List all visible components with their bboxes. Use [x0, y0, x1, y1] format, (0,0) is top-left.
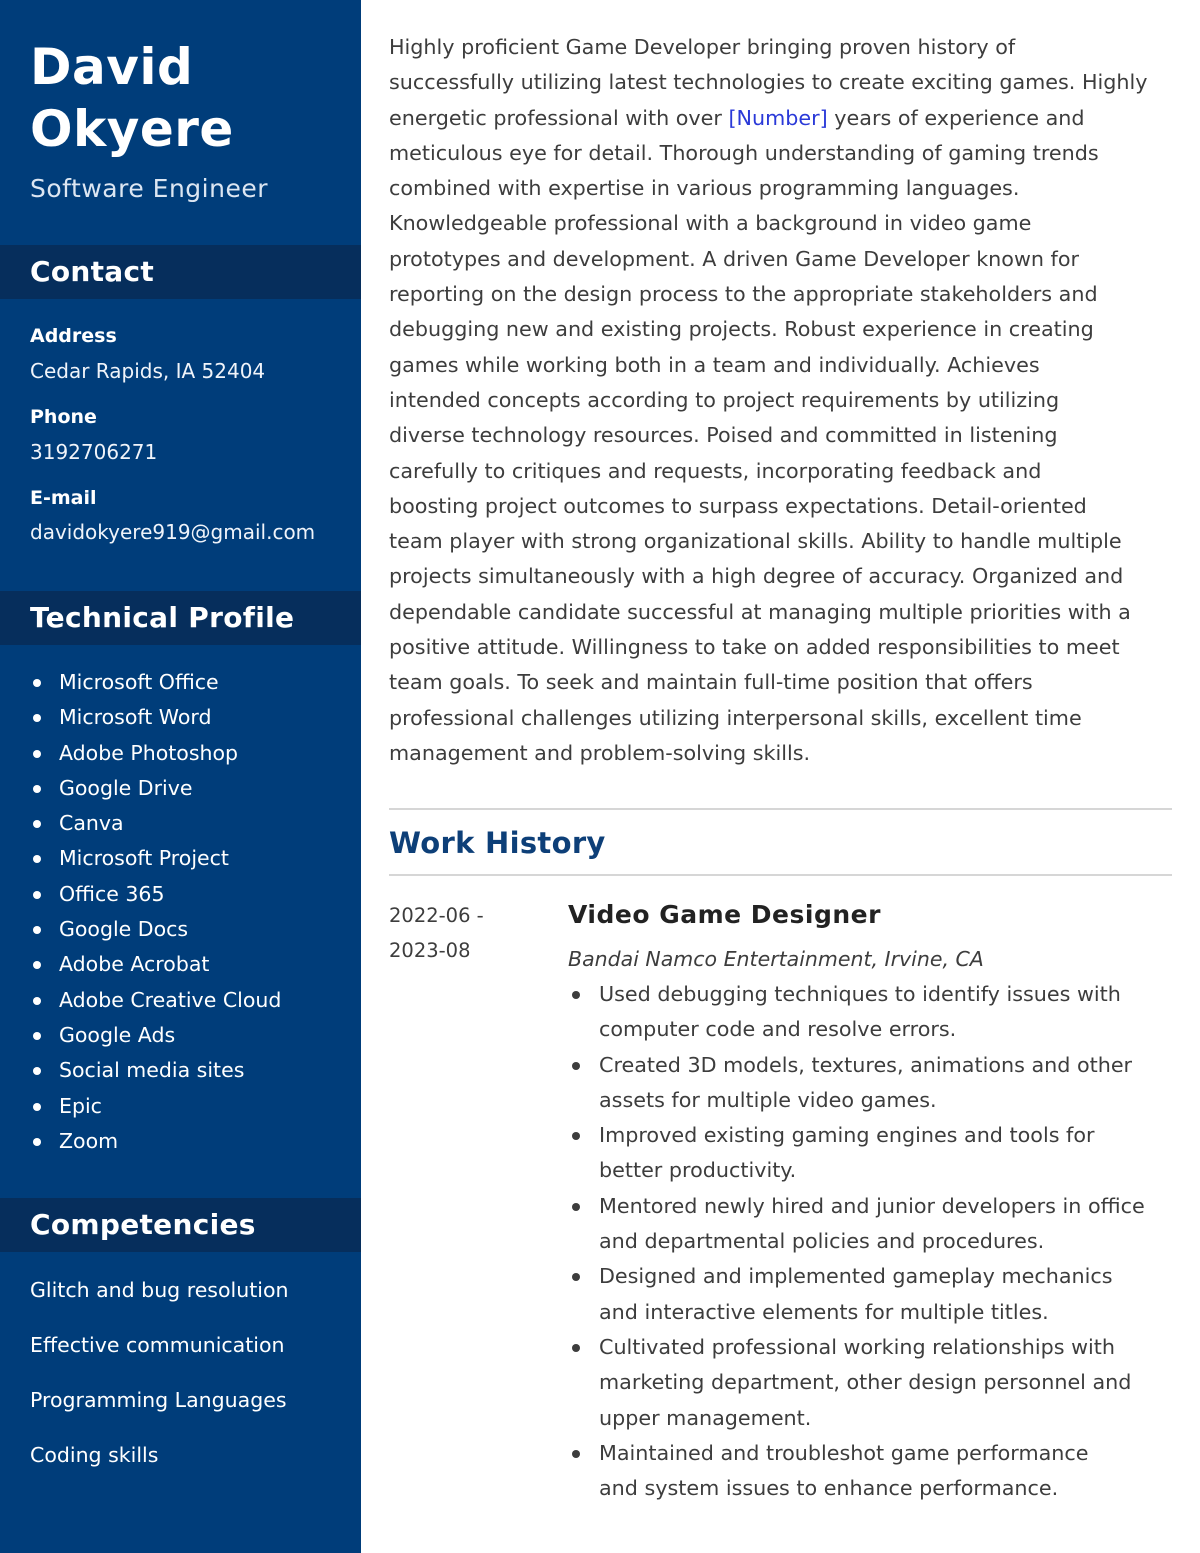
summary-line: Highly proficient Game Developer bringing proven history of	[389, 35, 1016, 59]
summary-line: carefully to critiques and requests, incorporating feedback and	[389, 458, 1042, 483]
bullet-icon	[33, 961, 41, 969]
technical-skill-label: Google Docs	[59, 917, 189, 942]
technical-skill-item	[30, 665, 281, 700]
technical-skill-item	[30, 736, 281, 771]
technical-skill-item	[30, 1053, 281, 1088]
job-responsibility-item	[568, 1048, 1145, 1119]
technical-skill-label: Google Drive	[59, 775, 193, 800]
bullet-icon	[33, 926, 41, 934]
technical-profile-heading-bar	[0, 591, 361, 645]
summary-line: diverse technology resources. Poised and committed in listening	[389, 423, 1058, 448]
technical-skill-item	[30, 1124, 281, 1159]
summary-line: professional challenges utilizing interpersonal skills, excellent time	[389, 705, 1082, 730]
bullet-icon	[572, 1132, 580, 1140]
phone-label: Phone	[30, 406, 97, 428]
technical-skills-list	[30, 665, 281, 1159]
bullet-icon	[572, 1062, 580, 1070]
job-title: Video Game Designer	[568, 900, 881, 929]
bullet-icon	[33, 785, 41, 793]
summary-line-part: years of experience and	[827, 105, 1085, 130]
job-responsibility-item	[568, 1118, 1145, 1189]
summary-line: meticulous eye for detail. Thorough understanding of gaming trends	[389, 140, 1099, 165]
email-value[interactable]: davidokyere919@gmail.com	[30, 520, 316, 544]
job-responsibility-line: and system issues to enhance performance.	[599, 1476, 1059, 1501]
job-responsibilities-list	[568, 977, 1145, 1506]
professional-summary	[389, 30, 1174, 771]
job-responsibility-line: Created 3D models, textures, animations and other	[599, 1052, 1133, 1077]
technical-skill-label: Adobe Creative Cloud	[59, 987, 282, 1012]
job-responsibility-item	[568, 1259, 1145, 1330]
email-label: E-mail	[30, 487, 97, 509]
bullet-icon	[33, 997, 41, 1005]
summary-line: team goals. To seek and maintain full-time position that offers	[389, 670, 1033, 695]
job-responsibility-line: Mentored newly hired and junior developers in office	[599, 1193, 1145, 1218]
bullet-icon	[572, 1203, 580, 1211]
job-responsibility-line: Designed and implemented gameplay mechanics	[599, 1264, 1113, 1289]
sidebar	[0, 0, 361, 1553]
summary-line: intended concepts according to project requirements by utilizing	[389, 387, 1060, 412]
summary-line: Knowledgeable professional with a background in video game	[389, 211, 1032, 236]
technical-skill-label: Epic	[59, 1093, 102, 1118]
technical-skill-label: Adobe Photoshop	[59, 740, 239, 765]
bullet-icon	[33, 714, 41, 722]
technical-skill-item	[30, 947, 281, 982]
section-divider	[389, 808, 1172, 810]
technical-skill-label: Microsoft Project	[59, 846, 229, 871]
job-dates	[389, 898, 484, 969]
bullet-icon	[33, 1067, 41, 1075]
job-responsibility-line: Used debugging techniques to identify issues with	[599, 982, 1121, 1006]
job-responsibility-line: Improved existing gaming engines and tools for	[599, 1123, 1095, 1148]
summary-line: management and problem-solving skills.	[389, 740, 811, 765]
summary-line	[389, 101, 1174, 136]
job-responsibility-line: better productivity.	[599, 1158, 797, 1183]
summary-line: positive attitude. Willingness to take on added responsibilities to meet	[389, 635, 1120, 660]
job-responsibility-line: computer code and resolve errors.	[599, 1017, 957, 1042]
name-first: David	[30, 38, 194, 96]
summary-line-part: energetic professional with over	[389, 105, 729, 130]
technical-skill-label: Microsoft Word	[59, 705, 212, 730]
summary-line: reporting on the design process to the appropriate stakeholders and	[389, 282, 1098, 307]
job-responsibility-item	[568, 1436, 1145, 1507]
bullet-icon	[572, 1344, 580, 1352]
competencies-heading: Competencies	[30, 1208, 256, 1241]
job-responsibility-line: and interactive elements for multiple titles.	[599, 1299, 1049, 1324]
technical-skill-label: Zoom	[59, 1128, 119, 1153]
contact-heading: Contact	[30, 255, 155, 288]
bullet-icon	[33, 1138, 41, 1146]
bullet-icon	[33, 1032, 41, 1040]
bullet-icon	[572, 991, 580, 999]
technical-skill-item	[30, 700, 281, 735]
job-date-end: 2023-08	[389, 939, 471, 963]
competencies-heading-bar	[0, 1198, 361, 1252]
technical-skill-label: Google Ads	[59, 1022, 176, 1047]
summary-line: combined with expertise in various programming languages.	[389, 176, 1020, 201]
bullet-icon	[33, 1103, 41, 1111]
competency-item: Programming Languages	[30, 1388, 287, 1412]
technical-skill-item	[30, 1089, 281, 1124]
technical-skill-label: Microsoft Office	[59, 670, 219, 694]
technical-skill-item	[30, 841, 281, 876]
summary-line: dependable candidate successful at managing multiple priorities with a	[389, 599, 1131, 624]
technical-skill-label: Office 365	[59, 881, 165, 906]
technical-skill-label: Social media sites	[59, 1058, 245, 1083]
job-responsibility-item	[568, 1189, 1145, 1260]
summary-line: successfully utilizing latest technologies to create exciting games. Highly	[389, 70, 1148, 95]
bullet-icon	[33, 679, 41, 687]
phone-value: 3192706271	[30, 440, 158, 464]
job-company: Bandai Namco Entertainment, Irvine, CA	[568, 947, 984, 971]
address-value: Cedar Rapids, IA 52404	[30, 359, 266, 383]
technical-skill-item	[30, 983, 281, 1018]
job-responsibility-line: assets for multiple video games.	[599, 1087, 937, 1112]
summary-line: team player with strong organizational skills. Ability to handle multiple	[389, 529, 1122, 554]
job-responsibility-line: Cultivated professional working relationships with	[599, 1334, 1116, 1359]
job-responsibility-line: Maintained and troubleshot game performance	[599, 1440, 1089, 1465]
job-responsibility-line: and departmental policies and procedures.	[599, 1229, 1045, 1254]
competency-item: Effective communication	[30, 1333, 285, 1357]
technical-skill-item	[30, 877, 281, 912]
technical-skill-item	[30, 912, 281, 947]
job-responsibility-item	[568, 1330, 1145, 1436]
job-responsibility-line: upper management.	[599, 1405, 812, 1430]
competency-item: Coding skills	[30, 1443, 159, 1467]
technical-skill-item	[30, 806, 281, 841]
summary-line: prototypes and development. A driven Game Developer known for	[389, 246, 1080, 271]
technical-profile-heading: Technical Profile	[30, 601, 295, 634]
name-last: Okyere	[30, 100, 234, 158]
candidate-title: Software Engineer	[30, 174, 268, 203]
technical-skill-item	[30, 1018, 281, 1053]
summary-line: boosting project outcomes to surpass expectations. Detail-oriented	[389, 493, 1087, 518]
summary-line: projects simultaneously with a high degree of accuracy. Organized and	[389, 564, 1124, 589]
bullet-icon	[572, 1450, 580, 1458]
competency-item: Glitch and bug resolution	[30, 1278, 289, 1302]
bullet-icon	[33, 855, 41, 863]
work-history-heading: Work History	[389, 826, 606, 860]
technical-skill-label: Canva	[59, 811, 124, 836]
placeholder-number: [Number]	[728, 105, 828, 130]
job-responsibility-item	[568, 977, 1145, 1048]
job-date-start: 2022-06 -	[389, 904, 484, 927]
summary-line: games while working both in a team and individually. Achieves	[389, 352, 1040, 377]
technical-skill-label: Adobe Acrobat	[59, 952, 210, 977]
bullet-icon	[33, 820, 41, 828]
section-divider	[389, 874, 1172, 876]
address-label: Address	[30, 325, 117, 347]
summary-line: debugging new and existing projects. Robust experience in creating	[389, 317, 1094, 342]
bullet-icon	[572, 1273, 580, 1281]
technical-skill-item	[30, 771, 281, 806]
bullet-icon	[33, 750, 41, 758]
bullet-icon	[33, 891, 41, 899]
candidate-name	[30, 36, 234, 160]
contact-heading-bar	[0, 245, 361, 299]
job-responsibility-line: marketing department, other design personnel and	[599, 1370, 1132, 1395]
